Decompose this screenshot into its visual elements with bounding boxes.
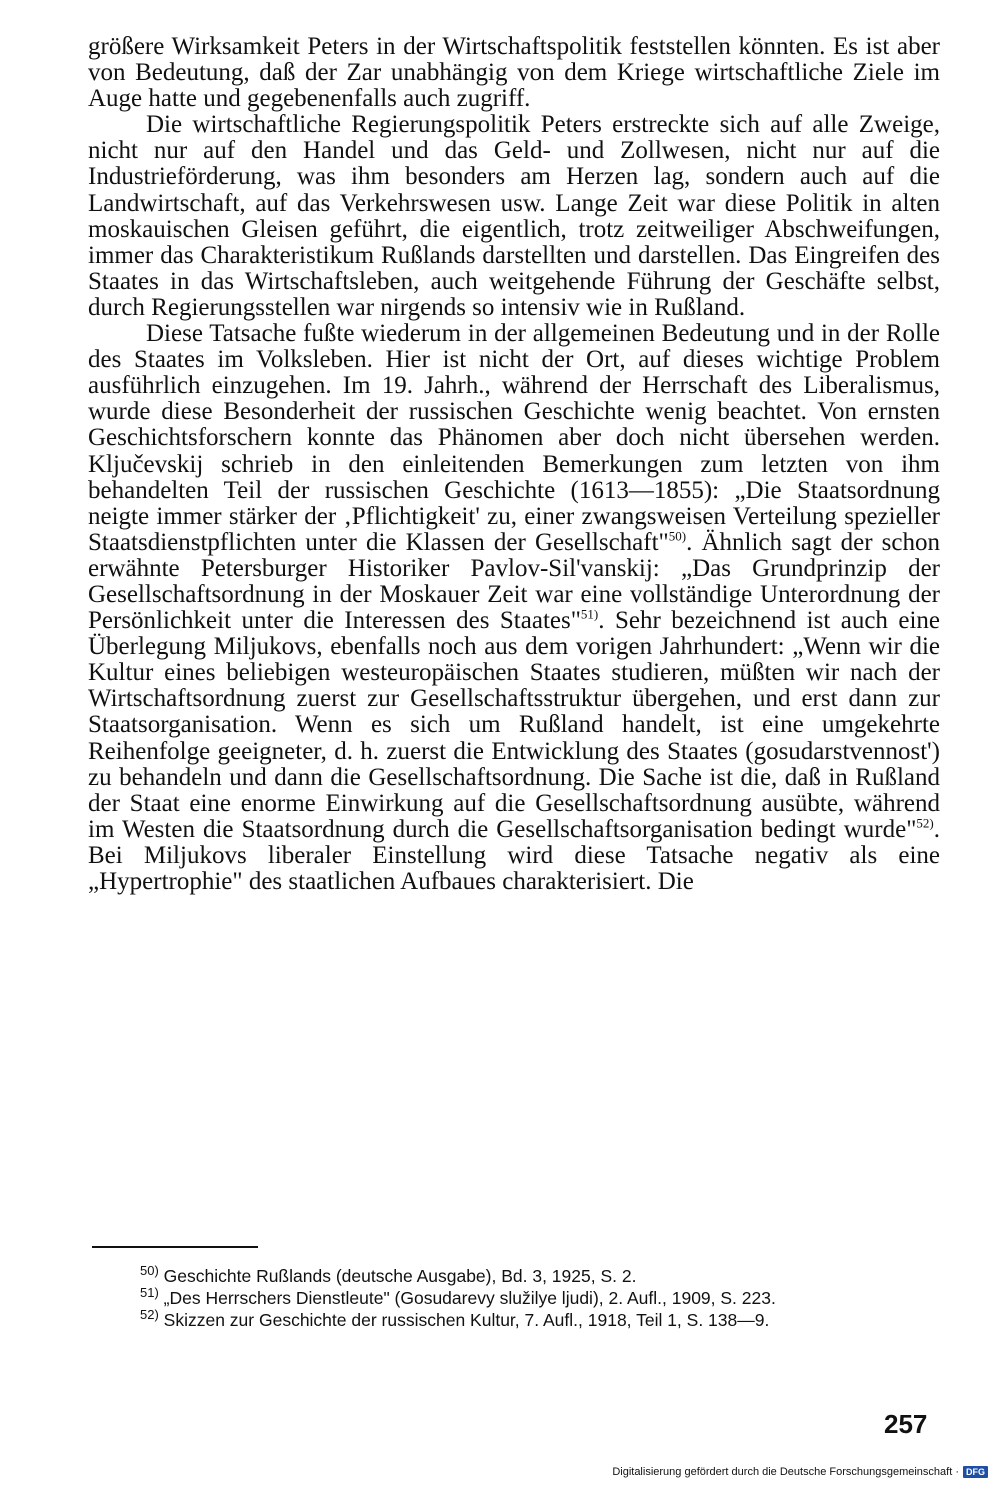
paragraph-2: Die wirtschaftliche Regierungspolitik Peters erstreckte sich auf alle Zweige, nicht nur auf den Handel und das Geld- und Zollwesen, nicht nur auf die Industrieförderung, was ihm besonders am Herzen lag, sondern auch auf die Landwirtschaft, auf das Verkehrswesen usw. Lange Zeit war diese Politik in alten moskauischen Gleisen geführt, die eigentlich, trotz zeitweiliger Abschweifungen, immer das Charakteristikum Rußlands darstellten und darstellen. Das Eingreifen des Staates in das Wirtschaftsleben, auch weitgehende Führung der Geschäfte selbst, durch Regierungsstellen war nirgends so intensiv wie in Rußland. bbox=[88, 111, 940, 321]
footnote-ref-52[interactable]: 52) bbox=[916, 815, 934, 831]
footnote-ref-51[interactable]: 51) bbox=[580, 606, 599, 622]
footnote-mark-50: 50) bbox=[140, 1263, 159, 1279]
footnote-mark-51: 51) bbox=[140, 1285, 159, 1301]
paragraph-3 bbox=[88, 321, 940, 895]
footnote-mark-52: 52) bbox=[140, 1307, 159, 1323]
footnote-text-50: Geschichte Rußlands (deutsche Ausgabe), Bd. 3, 1925, S. 2. bbox=[158, 1266, 637, 1286]
paragraph-3-part-3: . Sehr bezeichnend ist auch eine Überlegung Miljukovs, ebenfalls noch aus dem vorigen Jahrhundert: „Wenn wir die Kultur eines beliebigen westeuropäischen Staates studieren, müßten wir nach der Wirtschaftsordnung zuerst zur Gesellschaftsstruktur übergehen, und erst dann zur Staatsorganisation. Wenn es sich um Rußland handelt, ist eine umgekehrte Reihenfolge geeigneter, d. h. zuerst die Entwicklung des Staates (gosudarstvennost') zu behandeln und dann die Gesellschaftsordnung. Die Sache ist die, daß in Rußland der Staat eine enorme Einwirkung auf die Gesellschaftsordnung ausübte, während im Westen die Staatsordnung durch die Gesellschaftsorganisation bedingt wurde" bbox=[88, 607, 941, 843]
footnote-51 bbox=[88, 1285, 940, 1308]
page-body bbox=[88, 34, 940, 895]
paragraph-3-part-1: Diese Tatsache fußte wiederum in der allgemeinen Bedeutung und in der Rolle des Staates im Volksleben. Hier ist nicht der Ort, auf dieses wichtige Problem ausführlich einzugehen. Im 19. Jahrh., während der Herrschaft des Liberalismus, wurde diese Besonderheit der russischen Geschichte wenig beachtet. Von ernsten Geschichtsforschern konnte das Phänomen aber doch nicht übersehen werden. Ključevskij schrieb in den einleitenden Bemerkungen zum letzten von ihm behandelten Teil der russischen Geschichte (1613—1855): „Die Staatsordnung neigte immer stärker der ‚Pflichtigkeit' zu, einer zwangsweisen Verteilung spezieller Staatsdienstpflichten unter die Klassen der Gesellschaft" bbox=[88, 320, 940, 556]
footnote-50 bbox=[88, 1263, 940, 1286]
page-number: 257 bbox=[884, 1409, 928, 1439]
credit-text: Digitalisierung gefördert durch die Deutsche Forschungsgemeinschaft · bbox=[612, 1466, 959, 1478]
paragraph-3-part-2: . Ähnlich sagt der schon erwähnte Petersburger Historiker Pavlov-Sil'vanskij: „Das Grundprinzip der Gesellschaftsordnung in der Moskauer Zeit war eine vollständige Unterordnung der Persönlichkeit unter die Interessen des Staates" bbox=[88, 528, 940, 635]
footnote-52 bbox=[88, 1307, 940, 1330]
dfg-logo-icon: DFG bbox=[963, 1466, 988, 1478]
paragraph-3-part-4: . Bei Miljukovs liberaler Einstellung wird diese Tatsache negativ als eine „Hypertrophie" des staatlichen Aufbaues charakterisiert. Die bbox=[88, 815, 940, 895]
footnote-ref-50[interactable]: 50) bbox=[668, 528, 687, 544]
body-text bbox=[88, 34, 940, 895]
digitization-credit bbox=[612, 1466, 988, 1478]
footnote-text-51: „Des Herrschers Dienstleute" (Gosudarevy služilye ljudi), 2. Aufl., 1909, S. 223. bbox=[158, 1288, 776, 1308]
paragraph-1: größere Wirksamkeit Peters in der Wirtschaftspolitik feststellen könnten. Es ist aber von Bedeutung, daß der Zar unabhängig von dem Kriege wirtschaftliche Ziele im Auge hatte und gegebenenfalls auch zugriff. bbox=[88, 33, 940, 113]
footnote-divider bbox=[92, 1246, 258, 1248]
footnotes bbox=[88, 1263, 940, 1332]
footnote-text-52: Skizzen zur Geschichte der russischen Kultur, 7. Aufl., 1918, Teil 1, S. 138—9. bbox=[158, 1310, 770, 1330]
